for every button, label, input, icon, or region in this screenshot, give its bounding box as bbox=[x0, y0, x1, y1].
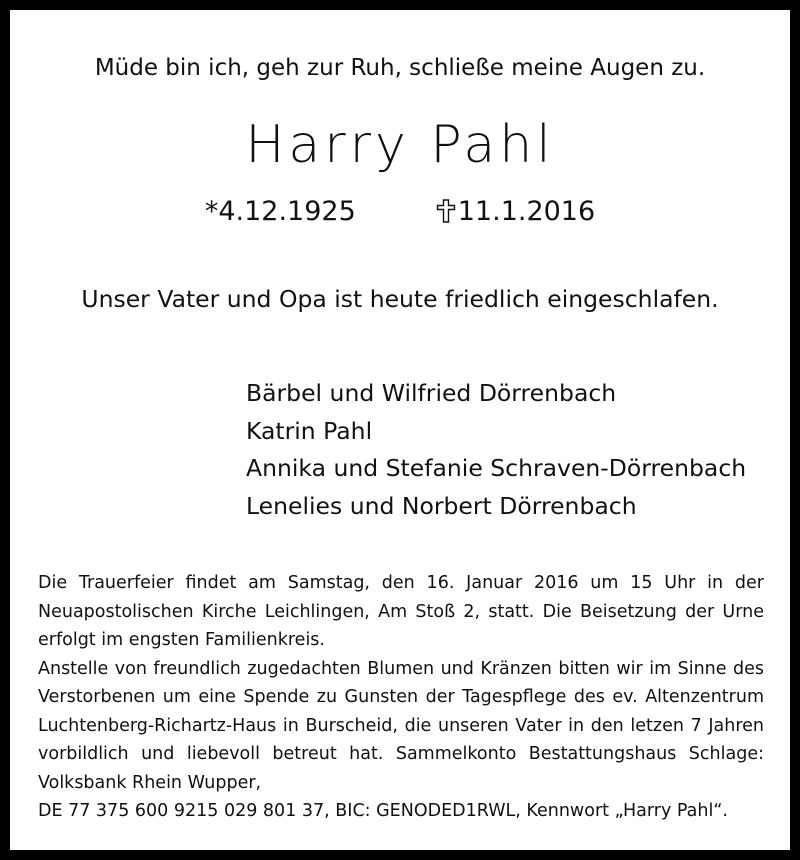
funeral-notice bbox=[38, 569, 764, 826]
death-date: 11.1.2016 bbox=[457, 196, 596, 227]
death-message: Unser Vater und Opa ist heute friedlich eingeschlafen. bbox=[81, 285, 719, 313]
life-dates bbox=[10, 196, 790, 230]
mourner-name: Bärbel und Wilfried Dörrenbach bbox=[246, 379, 617, 407]
bank-details: DE 77 375 600 9215 029 801 37, BIC: GENODED1RWL, Kennwort „Harry Pahl“. bbox=[38, 801, 728, 821]
motto: Müde bin ich, geh zur Ruh, schließe meine Augen zu. bbox=[94, 55, 706, 81]
mourner-name: Lenelies und Norbert Dörrenbach bbox=[246, 491, 637, 520]
latin-cross-icon bbox=[436, 199, 456, 230]
mourners-list bbox=[246, 375, 746, 525]
funeral-service-paragraph: Die Trauerfeier findet am Samstag, den 16. Januar 2016 um 15 Uhr in der Neuapostolischen Kirche Leichlingen, Am Stoß 2, statt. Die Beisetzung der Urne erfolgt im engsten Familienkreis. bbox=[38, 573, 764, 650]
deceased-name: Harry Pahl bbox=[245, 115, 555, 175]
mourner-name: Annika und Stefanie Schraven-Dörrenbach bbox=[246, 454, 747, 482]
donation-paragraph: Anstelle von freundlich zugedachten Blumen und Kränzen bitten wir im Sinne des Verstorbenen um eine Spende zu Gunsten der Tagespflege des ev. Altenzentrum Luchtenberg-Richartz-Haus in Burscheid, die unseren Vater in den letzen 7 Jahren vorbildlich und liebevoll betreut hat. Sammelkonto Bestattungshaus Schlage: Volksbank Rhein Wupper, bbox=[38, 658, 764, 793]
birth-date: *4.12.1925 bbox=[204, 196, 356, 227]
mourner-name: Katrin Pahl bbox=[246, 416, 373, 445]
